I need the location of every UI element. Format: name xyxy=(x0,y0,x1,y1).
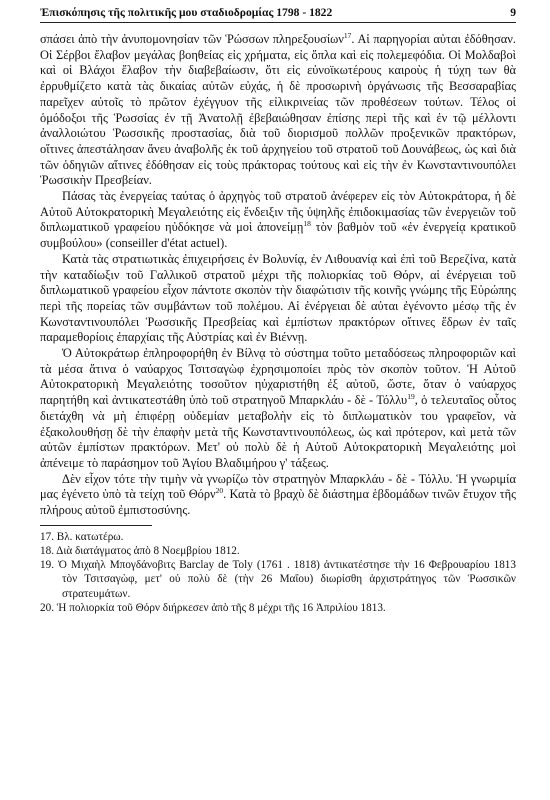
page-number: 9 xyxy=(510,6,516,19)
paragraph-text: Ὁ Αὐτοκράτωρ ἐπληροφορήθη ἐν Βίλνᾳ τὸ σύστημα τοῦτο μεταδόσεως πληροφοριῶν καὶ τὰ μέσα ἅτινα ὁ ναύαρχος Τσιτσαγὼφ ἐχρησιμοποίει πρὸς τὸν σκοπὸν τοῦτον. Ἡ Αὐτοῦ Αὐτοκρατορικὴ Μεγαλειότης τοσοῦτον ηὐχαριστήθη ἐξ αὐτοῦ, ὥστε, ὅταν ὁ ναύαρχος παρητήθη καὶ ἀντικατεστάθη ὑπὸ τοῦ στρατηγοῦ Μπαρκλάυ - δὲ - Τόλλυ xyxy=(40,346,516,408)
footnote-marker: 17 xyxy=(343,30,352,40)
main-text xyxy=(40,32,516,519)
footnote xyxy=(40,530,516,544)
paragraph xyxy=(40,32,516,189)
paragraph-text: . Κατὰ τὸ βραχὺ δὲ διάστημα ἑβδομάδων τινῶν ἔτυχον τῆς πλήρους αὐτοῦ ἐμπιστοσύνης. xyxy=(40,487,516,518)
paragraph-text: τὸν βαθμὸν τοῦ «ἐν ἐνεργείᾳ κρατικοῦ συμβούλου» (conseiller d'état actuel). xyxy=(40,220,516,251)
paragraph-text: Πάσας τὰς ἐνεργείας ταύτας ὁ ἀρχηγὸς τοῦ στρατοῦ ἀνέφερεν εἰς τὸν Αὐτοκράτορα, ἡ δὲ Αὐτοῦ Αὐτοκρατορικὴ Μεγαλειότης εἰς ἔνδειξιν τῆς ὑψηλῆς ἐπιδοκιμασίας τῶν ἐνεργειῶν τοῦ διπλωματικοῦ γραφείου ηὐδόκησε νὰ μοὶ ἀπονείμῃ xyxy=(40,189,516,235)
footnote xyxy=(40,601,516,615)
paragraph xyxy=(40,252,516,346)
footnote-rule xyxy=(40,525,152,526)
running-header xyxy=(40,6,516,23)
footnote-number: 19. xyxy=(40,559,54,572)
footnote xyxy=(40,544,516,558)
footnote-text: Διὰ διατάγματος ἀπὸ 8 Νοεμβρίου 1812. xyxy=(53,545,240,557)
footnote-text: Ἡ πολιορκία τοῦ Θόρν διήρκεσεν ἀπὸ τῆς 8 μέχρι τῆς 16 Ἀπριλίου 1813. xyxy=(53,601,386,614)
paragraph-text: , ὁ τελευταῖος οὗτος διετάχθη νὰ μὴ ἐπιφέρῃ οὐδεμίαν μεταβολὴν εἰς τὸ διπλωματικὸν του γραφεῖον, νὰ ἐξακολουθήσῃ δὲ τὴν ἐπαφὴν μετὰ τῆς Κωνσταντινουπόλεως, ὡς καὶ πρότερον, καὶ μετὰ τῶν αὐτῶν ἐμπίστων πρακτόρων. Μετ' οὐ πολὺ δὲ ἡ Αὐτοῦ Αὐτοκρατορικὴ Μεγαλειότης μοὶ ἀπένειμε τὸ παράσημον τοῦ Ἁγίου Βλαδιμήρου γ' τάξεως. xyxy=(40,393,517,470)
footnote-text: Βλ. κατωτέρω. xyxy=(53,530,124,543)
running-title: Ἐπισκόπησις τῆς πολιτικῆς μου σταδιοδρομίας 1798 - 1822 xyxy=(40,6,333,19)
paragraph-text: σπάσει ἀπὸ τὴν ἀνυπομονησίαν τῶν Ῥώσσων πληρεξουσίων xyxy=(40,32,344,46)
paragraph-text: Κατὰ τὰς στρατιωτικὰς ἐπιχειρήσεις ἐν Βολυνίᾳ, ἐν Λιθουανίᾳ καὶ ἐπὶ τοῦ Βερεζίνα, κατὰ τὴν καταδίωξιν τοῦ Γαλλικοῦ στρατοῦ μέχρι τῆς πολιορκίας τοῦ Θόρν, αἱ ἐνέργειαι τοῦ διπλωματικοῦ γραφείου εἶχον πάντοτε σκοπὸν τὴν διαφώτισιν τῆς κοινῆς γνώμης τῆς Εὐρώπης περὶ τῆς πορείας τῶν συμβάντων τοῦ πολέμου. Αἱ ἐνέργειαι δὲ αὐται ἐγένοντο μέσῳ τῆς ἐν Κωνσταντινουπόλει Ῥωσσικῆς Πρεσβείας καὶ ἐμπίστων πρακτόρων οἵτινες ἕδρων ἐν ταῖς παραμεθορίοις ἐπαρχίαις τῆς Αὐστρίας καὶ ἐν Βιέννῃ. xyxy=(40,251,516,345)
footnotes xyxy=(40,530,516,615)
paragraph xyxy=(40,346,516,472)
paragraph xyxy=(40,189,516,252)
paragraph xyxy=(40,472,516,519)
footnote-text: Ὁ Μιχαὴλ Μπογδάνοβιτς Barclay de Toly (1761 . 1818) ἀντικατέστησε τὴν 16 Φεβρουαρίου 1813 τὸν Τσιτσαγὼφ, μετ' οὐ πολὺ δὲ (τὴν 26 Μαΐου) διωρίσθη ἀρχιστράτηγος τῶν Ῥωσσικῶν στρατευμάτων. xyxy=(53,559,516,600)
footnote-marker: 18 xyxy=(303,219,311,229)
footnote xyxy=(40,558,516,601)
footnote-number: 20. xyxy=(40,601,54,614)
footnote-number: 17. xyxy=(40,530,54,543)
footnote-marker: 20 xyxy=(215,486,224,496)
paragraph-text: . Αἱ παρηγορίαι αὐται ἐδόθησαν. Οἱ Σέρβοι ἔλαβον μεγάλας βοηθείας εἰς χρήματα, εἰς ὅπλα καὶ εἰς πολεμεφόδια. Οἱ Μολδαβοὶ καὶ οἱ Βλάχοι ἔλαβον τὴν διαβεβαίωσιν, ὅτι εἰς εὐνοϊκωτέρους καιροὺς ἡ τύχη των θὰ ἐρρυθμίζετο κατὰ τὰς δικαίας αὐτῶν εὐχάς, ἡ δὲ προσωρινὴ ὀργάνωσις τῆς Βεσσαραβίας παρεῖχεν αὐτοῖς τὸ πρῶτον ἐχέγγυον τῆς εἰλικρινείας τῶν προθέσεων τούτων. Τέλος οἱ ὁμόδοξοι τῆς Ῥωσσίας ἐν τῇ Ἀνατολῇ ἐβεβαιώθησαν ἐπίσης περὶ τῆς καὶ ἐν τῷ μέλλοντι ἀναλλοιώτου Ῥωσσικῆς προστασίας, διὰ τοῦ διορισμοῦ πολλῶν προξενικῶν πρακτόρων, οἵτινες ἀπεστάλησαν ἄνευ ἀναβολῆς ἐκ τοῦ ἀρχηγείου τοῦ στρατοῦ τοῦ Δουνάβεως, ὡς καὶ διὰ τῶν ὁδηγιῶν αἵτινες ἐδόθησαν εἰς τοὺς πράκτορας τούτους καὶ εἰς τὴν ἐν Κωνσταντινουπόλει Ῥωσσικὴν Πρεσβείαν. xyxy=(40,32,516,188)
paragraph-text: Δὲν εἶχον τότε τὴν τιμὴν νὰ γνωρίζω τὸν στρατηγὸν Μπαρκλάυ - δὲ - Τόλλυ. Ἡ γνωριμία μας ἐγένετο ὑπὸ τὰ τείχη τοῦ Θόρν xyxy=(40,471,516,502)
footnote-marker: 19 xyxy=(407,392,415,402)
footnote-number: 18. xyxy=(40,545,54,557)
